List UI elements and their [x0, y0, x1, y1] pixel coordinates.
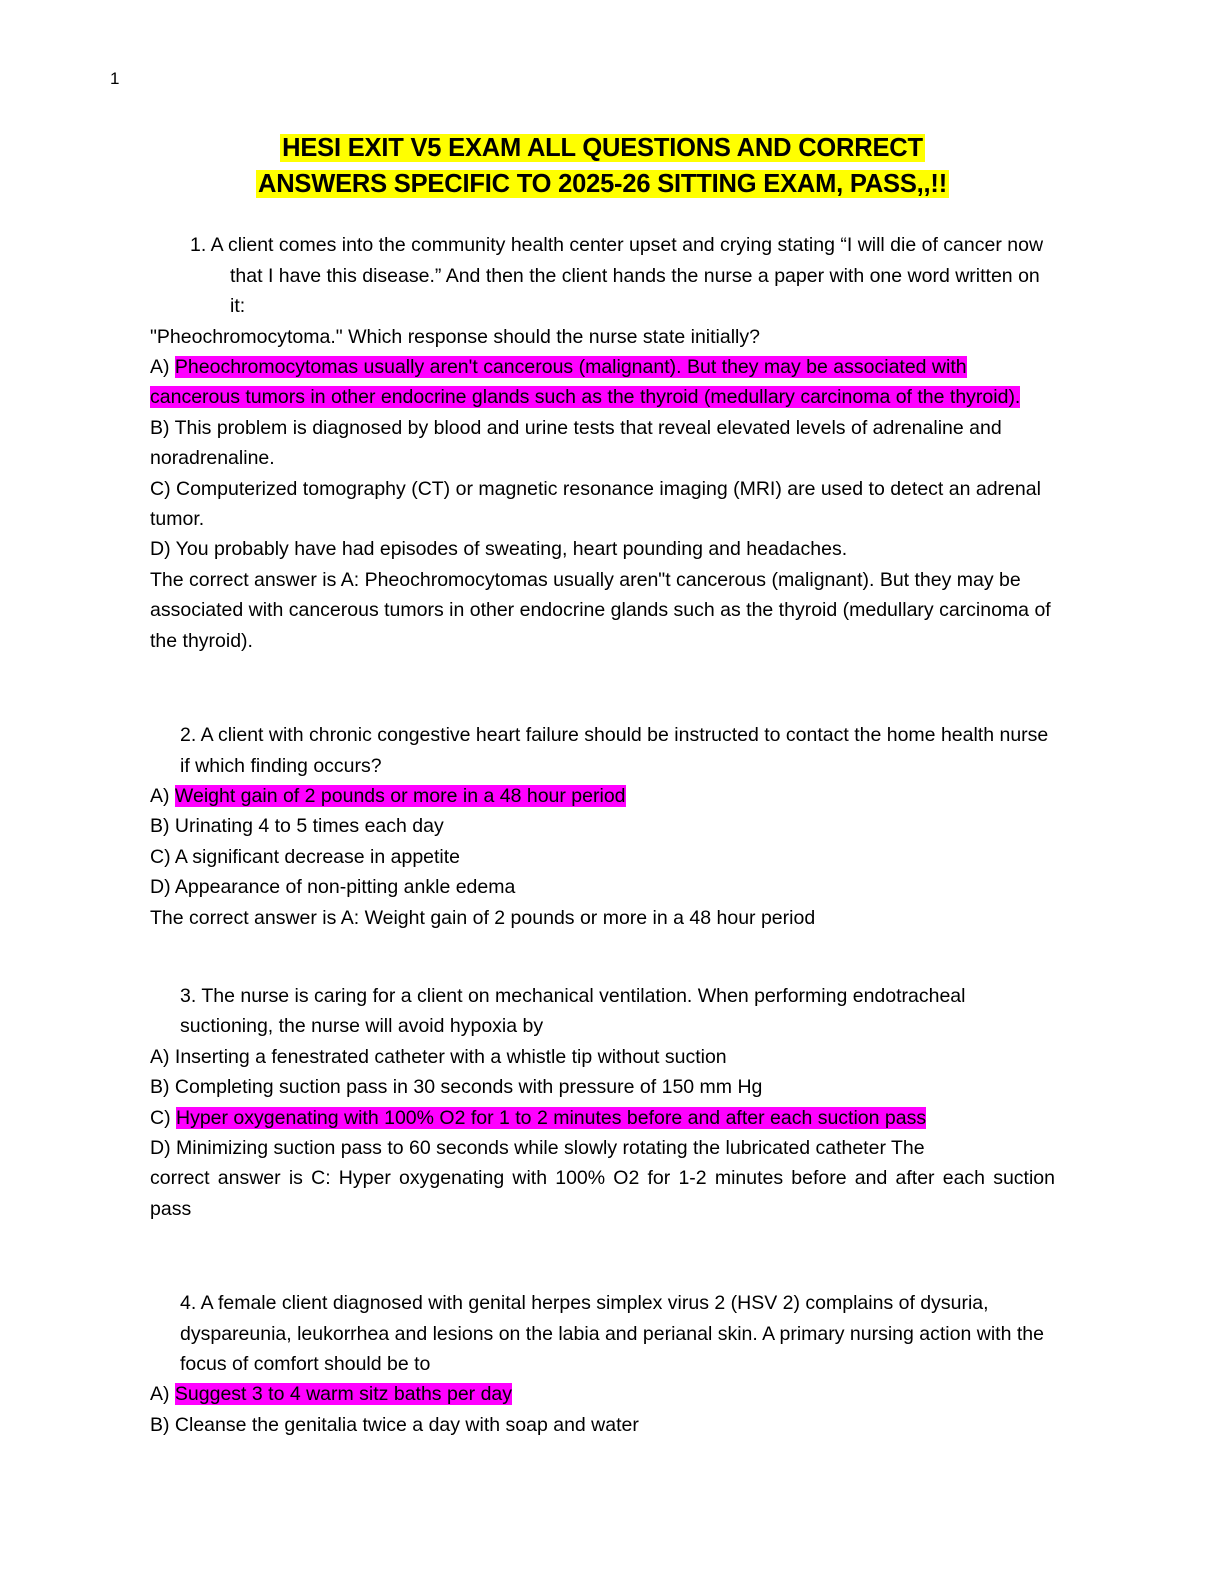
question-1-stem-continued: "Pheochromocytoma." Which response should the nurse state initially?	[150, 325, 760, 348]
question-1-option-d	[150, 534, 1055, 564]
question-2-option-c-label: C)	[150, 845, 171, 868]
page-title-line-1: HESI EXIT V5 EXAM ALL QUESTIONS AND CORRECT	[282, 134, 923, 162]
question-3-option-d-text: Minimizing suction pass to 60 seconds while slowly rotating the lubricated catheter The	[176, 1136, 925, 1159]
question-3-option-a-label: A)	[150, 1045, 170, 1068]
question-2-option-c-text: A significant decrease in appetite	[174, 845, 461, 868]
question-2-option-a-label: A)	[150, 784, 170, 807]
question-3-option-a-text: Inserting a fenestrated catheter with a whistle tip without suction	[174, 1045, 727, 1068]
page-title	[150, 130, 1055, 202]
question-1-option-c	[150, 474, 1055, 535]
question-3-option-b	[150, 1072, 1055, 1102]
question-4-option-b	[150, 1410, 1055, 1440]
question-3-option-c-label: C)	[150, 1106, 171, 1129]
question-4-option-a-text: Suggest 3 to 4 warm sitz baths per day	[174, 1383, 513, 1406]
question-1-option-b-text: This problem is diagnosed by blood and urine tests that reveal elevated levels of adrenaline and noradrenaline.	[150, 416, 1002, 470]
document-content	[150, 130, 1055, 1446]
spacer	[150, 939, 1055, 981]
question-2-option-c	[150, 842, 1055, 872]
question-3-option-d	[150, 1133, 1055, 1163]
question-1-stem	[190, 230, 1055, 321]
question-4-option-a	[150, 1379, 1055, 1409]
page-number: 1	[110, 69, 120, 88]
question-2-answer: The correct answer is A: Weight gain of 2 pounds or more in a 48 hour period	[150, 906, 816, 929]
question-3-option-c	[150, 1103, 1055, 1133]
question-4-option-a-label: A)	[150, 1383, 170, 1406]
question-1-option-c-label: C)	[150, 477, 171, 500]
question-3-option-b-text: Completing suction pass in 30 seconds with pressure of 150 mm Hg	[174, 1076, 763, 1099]
question-1-option-a	[150, 352, 1055, 413]
question-1-answer: The correct answer is A: Pheochromocytomas usually aren"t cancerous (malignant). But they may be associated with cancerous tumors in other endocrine glands such as the thyroid (medullary carcinoma of the thyroid).	[150, 568, 1051, 652]
question-1-option-d-text: You probably have had episodes of sweating, heart pounding and headaches.	[175, 538, 848, 561]
question-3-option-d-label: D)	[150, 1136, 171, 1159]
question-2-option-d-text: Appearance of non-pitting ankle edema	[174, 876, 516, 899]
spacer	[150, 662, 1055, 720]
question-3-stem: 3. The nurse is caring for a client on mechanical ventilation. When performing endotracheal suctioning, the nurse will avoid hypoxia by	[180, 984, 966, 1038]
question-3-answer: correct answer is C: Hyper oxygenating with 100% O2 for 1-2 minutes before and after each suction pass	[150, 1167, 1055, 1220]
page-title-line-2: ANSWERS SPECIFIC TO 2025-26 SITTING EXAM, PASS,,!!	[257, 170, 948, 199]
spacer	[150, 1230, 1055, 1288]
question-1-option-b-label: B)	[150, 416, 170, 439]
question-2-option-d-label: D)	[150, 876, 171, 899]
question-2-option-b	[150, 811, 1055, 841]
question-4-option-b-label: B)	[150, 1413, 170, 1436]
question-4-option-b-text: Cleanse the genitalia twice a day with soap and water	[174, 1413, 639, 1436]
question-2	[150, 720, 1055, 933]
question-3-option-c-text: Hyper oxygenating with 100% O2 for 1 to 2 minutes before and after each suction pass	[176, 1106, 927, 1129]
question-3-option-a	[150, 1042, 1055, 1072]
question-3	[150, 981, 1055, 1224]
question-1-option-a-text: Pheochromocytomas usually aren't cancerous (malignant). But they may be associated with cancerous tumors in other endocrine glands such as the thyroid (medullary carcinoma of the thyroid).	[150, 356, 1021, 409]
question-1	[150, 230, 1055, 656]
question-2-option-a-text: Weight gain of 2 pounds or more in a 48 hour period	[174, 784, 626, 807]
question-1-option-a-label: A)	[150, 356, 170, 379]
question-2-option-a	[150, 781, 1055, 811]
question-4	[150, 1288, 1055, 1440]
question-3-option-b-label: B)	[150, 1076, 170, 1099]
question-1-option-b	[150, 413, 1055, 474]
question-2-stem: 2. A client with chronic congestive heart failure should be instructed to contact the home health nurse if which finding occurs?	[180, 724, 1049, 777]
question-2-option-d	[150, 872, 1055, 902]
question-4-stem: 4. A female client diagnosed with genital herpes simplex virus 2 (HSV 2) complains of dysuria, dyspareunia, leukorrhea and lesions on the labia and perianal skin. A primary nursing action with the focus of comfort should be to	[180, 1292, 1044, 1375]
question-1-option-d-label: D)	[150, 538, 171, 561]
question-1-number: 1.	[190, 234, 207, 257]
question-2-option-b-label: B)	[150, 815, 170, 838]
question-1-option-c-text: Computerized tomography (CT) or magnetic resonance imaging (MRI) are used to detect an adrenal tumor.	[150, 477, 1041, 531]
question-2-option-b-text: Urinating 4 to 5 times each day	[174, 815, 444, 838]
question-1-stem-text: A client comes into the community health center upset and crying stating “I will die of cancer now that I have this disease.” And then the client hands the nurse a paper with one word written on it:	[210, 234, 1044, 318]
